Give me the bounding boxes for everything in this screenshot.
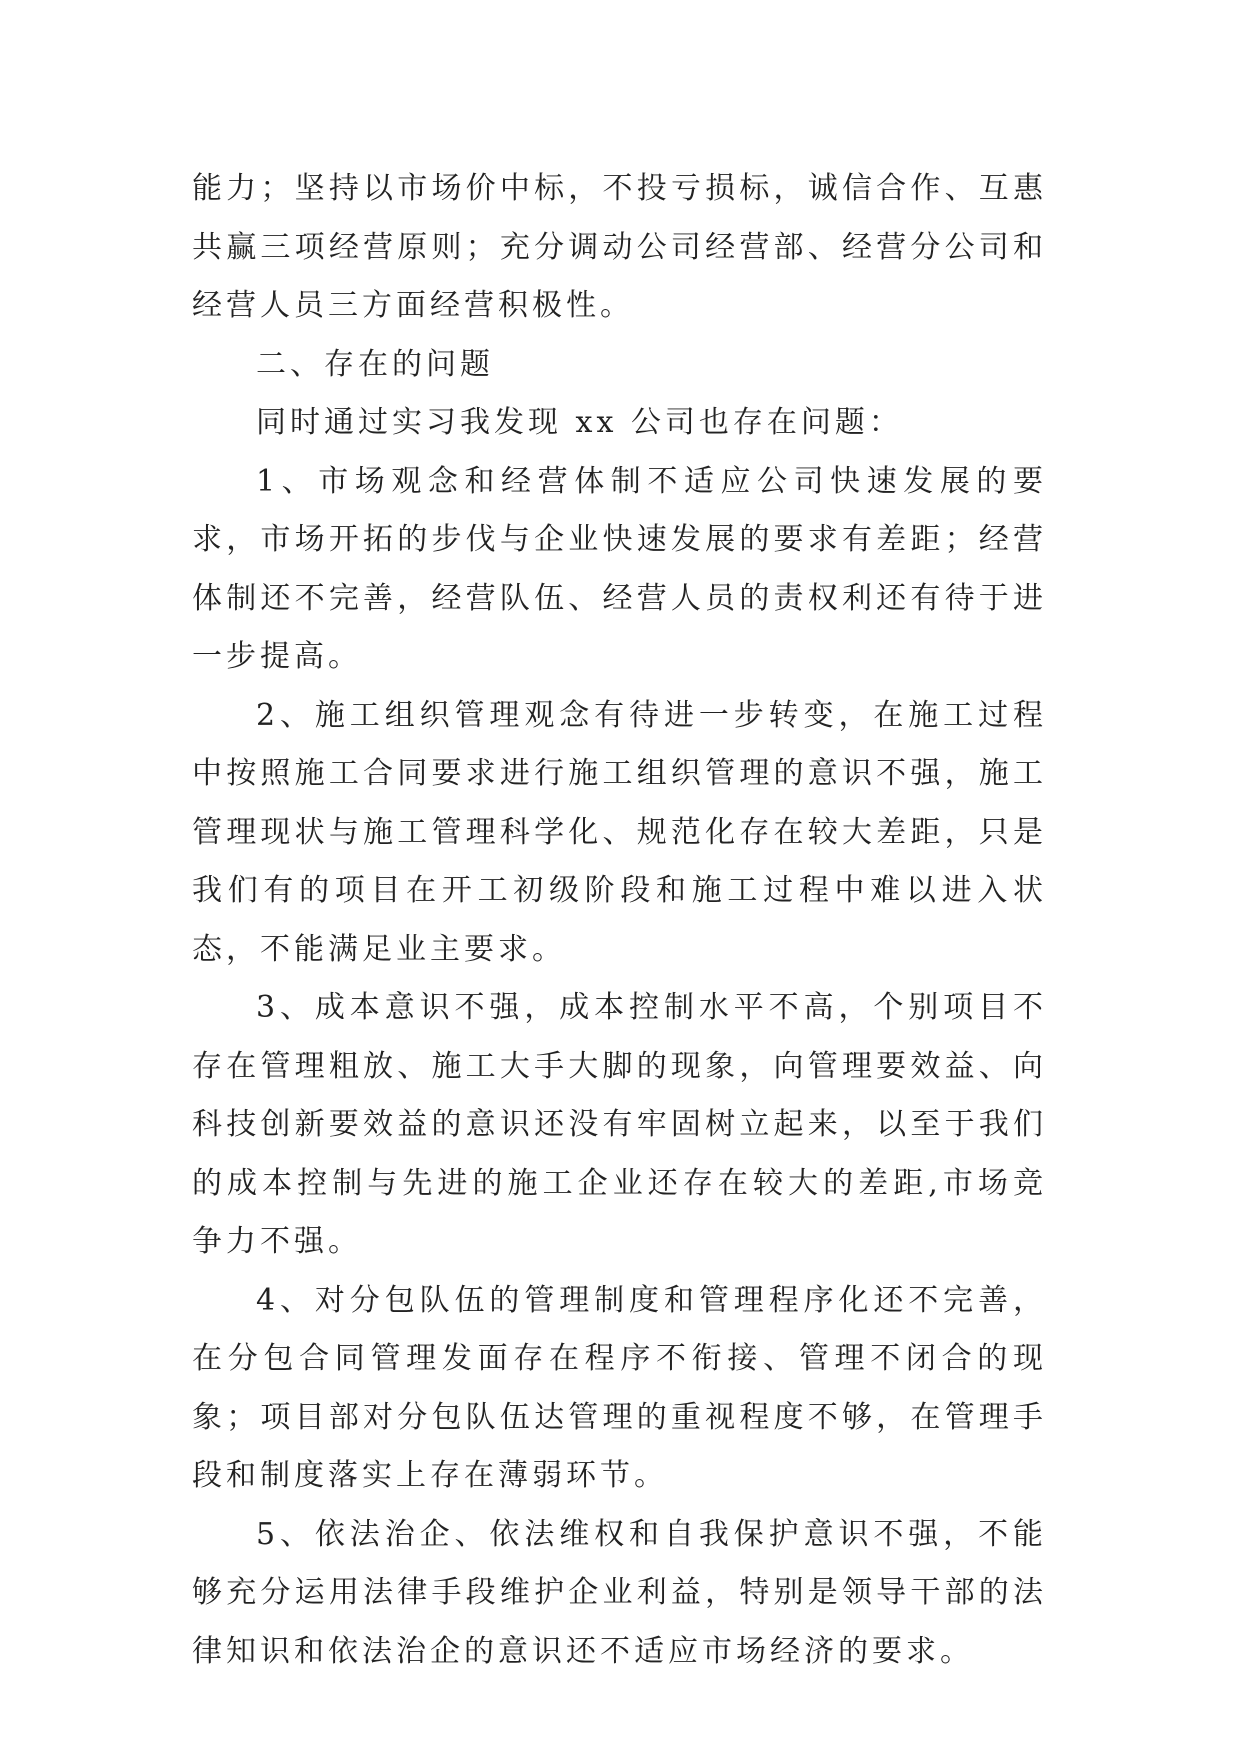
section-heading-problems: 二、存在的问题 <box>256 346 494 382</box>
document-body <box>192 160 1047 1681</box>
paragraph-item-3: 3、成本意识不强，成本控制水平不高，个别项目不存在管理粗放、施工大手大脚的现象，向管理要效益、向科技创新要效益的意识还没有牢固树立起来，以至于我们的成本控制与先进的施工企业还存在较大的差距,市场竞争力不强。 <box>192 990 1047 1259</box>
paragraph-item-4: 4、对分包队伍的管理制度和管理程序化还不完善，在分包合同管理发面存在程序不衔接、管理不闭合的现象；项目部对分包队伍达管理的重视程度不够，在管理手段和制度落实上存在薄弱环节。 <box>192 1282 1047 1493</box>
paragraph-item-2: 2、施工组织管理观念有待进一步转变，在施工过程中按照施工合同要求进行施工组织管理的意识不强，施工管理现状与施工管理科学化、规范化存在较大差距，只是我们有的项目在开工初级阶段和施工过程中难以进入状态，不能满足业主要求。 <box>192 697 1047 967</box>
paragraph-item-1: 1、市场观念和经营体制不适应公司快速发展的要求，市场开拓的步伐与企业快速发展的要求有差距；经营体制还不完善，经营队伍、经营人员的责权利还有待于进一步提高。 <box>192 463 1047 674</box>
paragraph-item-5: 5、依法治企、依法维权和自我保护意识不强，不能够充分运用法律手段维护企业利益，特别是领导干部的法律知识和依法治企的意识还不适应市场经济的要求。 <box>192 1516 1047 1669</box>
paragraph-continuation: 能力；坚持以市场价中标，不投亏损标，诚信合作、互惠共赢三项经营原则；充分调动公司经营部、经营分公司和经营人员三方面经营积极性。 <box>192 171 1047 323</box>
paragraph-intro: 同时通过实习我发现 xx 公司也存在问题： <box>256 405 903 440</box>
